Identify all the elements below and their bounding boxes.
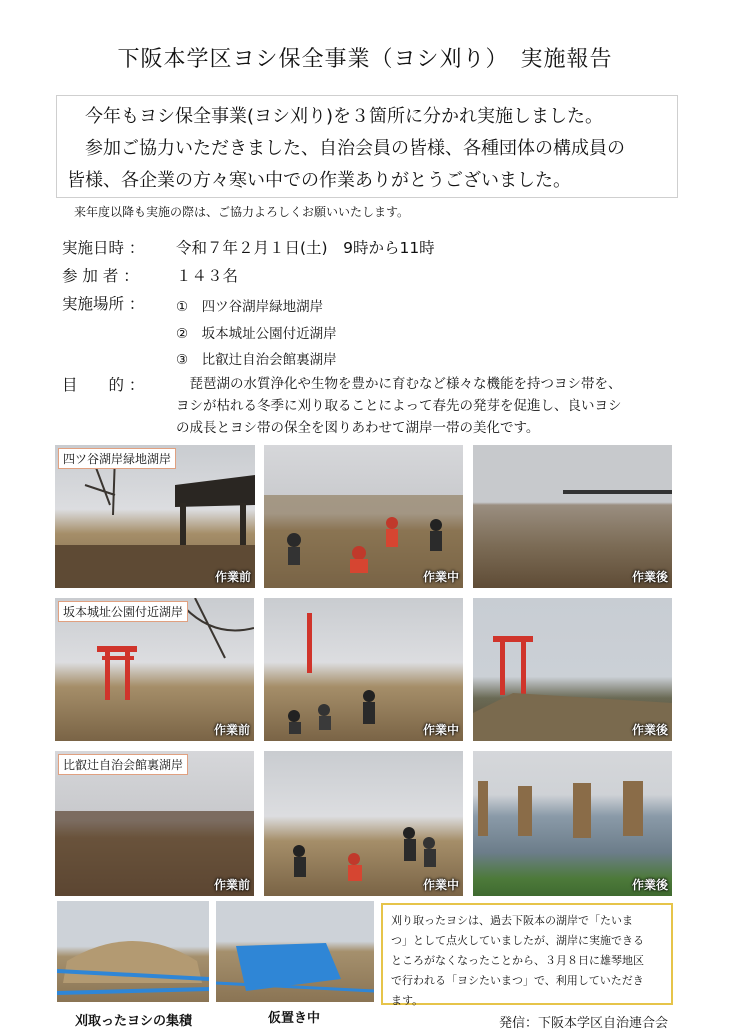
purpose-line: ヨシが枯れる冬季に刈り取ることによって春先の発芽を促進し、良いヨシ <box>176 398 622 414</box>
photo-caption: 作業後 <box>631 723 668 737</box>
date-value: 令和７年２月１日(土) 9時から11時 <box>176 239 435 257</box>
photo-section1-after <box>473 445 672 588</box>
photo-caption: 作業中 <box>422 570 459 584</box>
temporary-storage-caption: 仮置き中 <box>268 1011 321 1026</box>
photo-caption: 作業後 <box>631 878 668 892</box>
photo-caption: 作業後 <box>631 570 668 584</box>
purpose-line: 琵琶湖の水質浄化や生物を豊かに育むなど様々な機能を持つヨシ帯を、 <box>176 376 622 392</box>
note-line: ます。 <box>391 994 424 1007</box>
page-title: 下阪本学区ヨシ保全事業（ヨシ刈り） 実施報告 <box>117 47 613 72</box>
intro-line: 皆様、各企業の方々寒い中での作業ありがとうございました。 <box>67 170 571 191</box>
reed-pile-caption: 刈取ったヨシの集積 <box>75 1014 193 1029</box>
place-item-3: ③ 比叡辻自治会館裏湖岸 <box>176 352 337 368</box>
intro-message-box <box>56 95 678 198</box>
participants-value: １４３名 <box>176 267 239 285</box>
note-line: で行われる「ヨシたいまつ」で、利用していただき <box>391 974 644 987</box>
section-label: 四ツ谷湖岸緑地湖岸 <box>58 448 176 469</box>
photo-caption: 作業前 <box>214 570 251 584</box>
note-line: つ」として点火していましたが、湖岸に実施できる <box>391 934 644 947</box>
place-item-2: ② 坂本城址公園付近湖岸 <box>176 326 337 342</box>
note-line: ところがなくなったことから、３月８日に雄琴地区 <box>391 954 644 967</box>
intro-line: 今年もヨシ保全事業(ヨシ刈り)を３箇所に分かれ実施しました。 <box>67 106 604 127</box>
photo-section3-during <box>264 751 463 896</box>
photo-section3-after <box>473 751 672 896</box>
purpose-text <box>176 373 676 439</box>
photo-caption: 作業前 <box>213 723 250 737</box>
reed-usage-note-box <box>381 903 673 1005</box>
place-item-1: ① 四ツ谷湖岸緑地湖岸 <box>176 299 324 315</box>
photo-caption: 作業中 <box>422 723 459 737</box>
photo-caption: 作業中 <box>422 878 459 892</box>
photo-section1-during <box>264 445 463 588</box>
intro-line: 参加ご協力いただきました、自治会員の皆様、各種団体の構成員の <box>67 138 625 159</box>
purpose-line: の成長とヨシ帯の保全を図りあわせて湖岸一帯の美化です。 <box>176 420 540 436</box>
place-label: 実施場所 ： <box>62 295 145 313</box>
photo-temporary-storage <box>216 901 374 1002</box>
photo-caption: 作業前 <box>213 878 250 892</box>
photo-section1-before <box>55 445 255 588</box>
publisher-footer: 発信：下阪本学区自治連合会 <box>499 1016 669 1031</box>
date-label: 実施日時 ： <box>62 239 145 257</box>
photo-section2-during <box>264 598 463 741</box>
section-label: 坂本城址公園付近湖岸 <box>58 601 188 622</box>
photo-section2-before <box>55 598 254 741</box>
participants-label: 参 加 者 ： <box>62 267 139 285</box>
section-label: 比叡辻自治会館裏湖岸 <box>58 754 188 775</box>
request-note: 来年度以降も実施の際は、ご協力よろしくお願いいたします。 <box>74 205 410 219</box>
photo-reed-pile <box>57 901 209 1002</box>
note-line: 刈り取ったヨシは、過去下阪本の湖岸で「たいま <box>391 914 633 927</box>
photo-section2-after <box>473 598 672 741</box>
purpose-label: 目 的 ： <box>62 376 145 394</box>
photo-section3-before <box>55 751 254 896</box>
